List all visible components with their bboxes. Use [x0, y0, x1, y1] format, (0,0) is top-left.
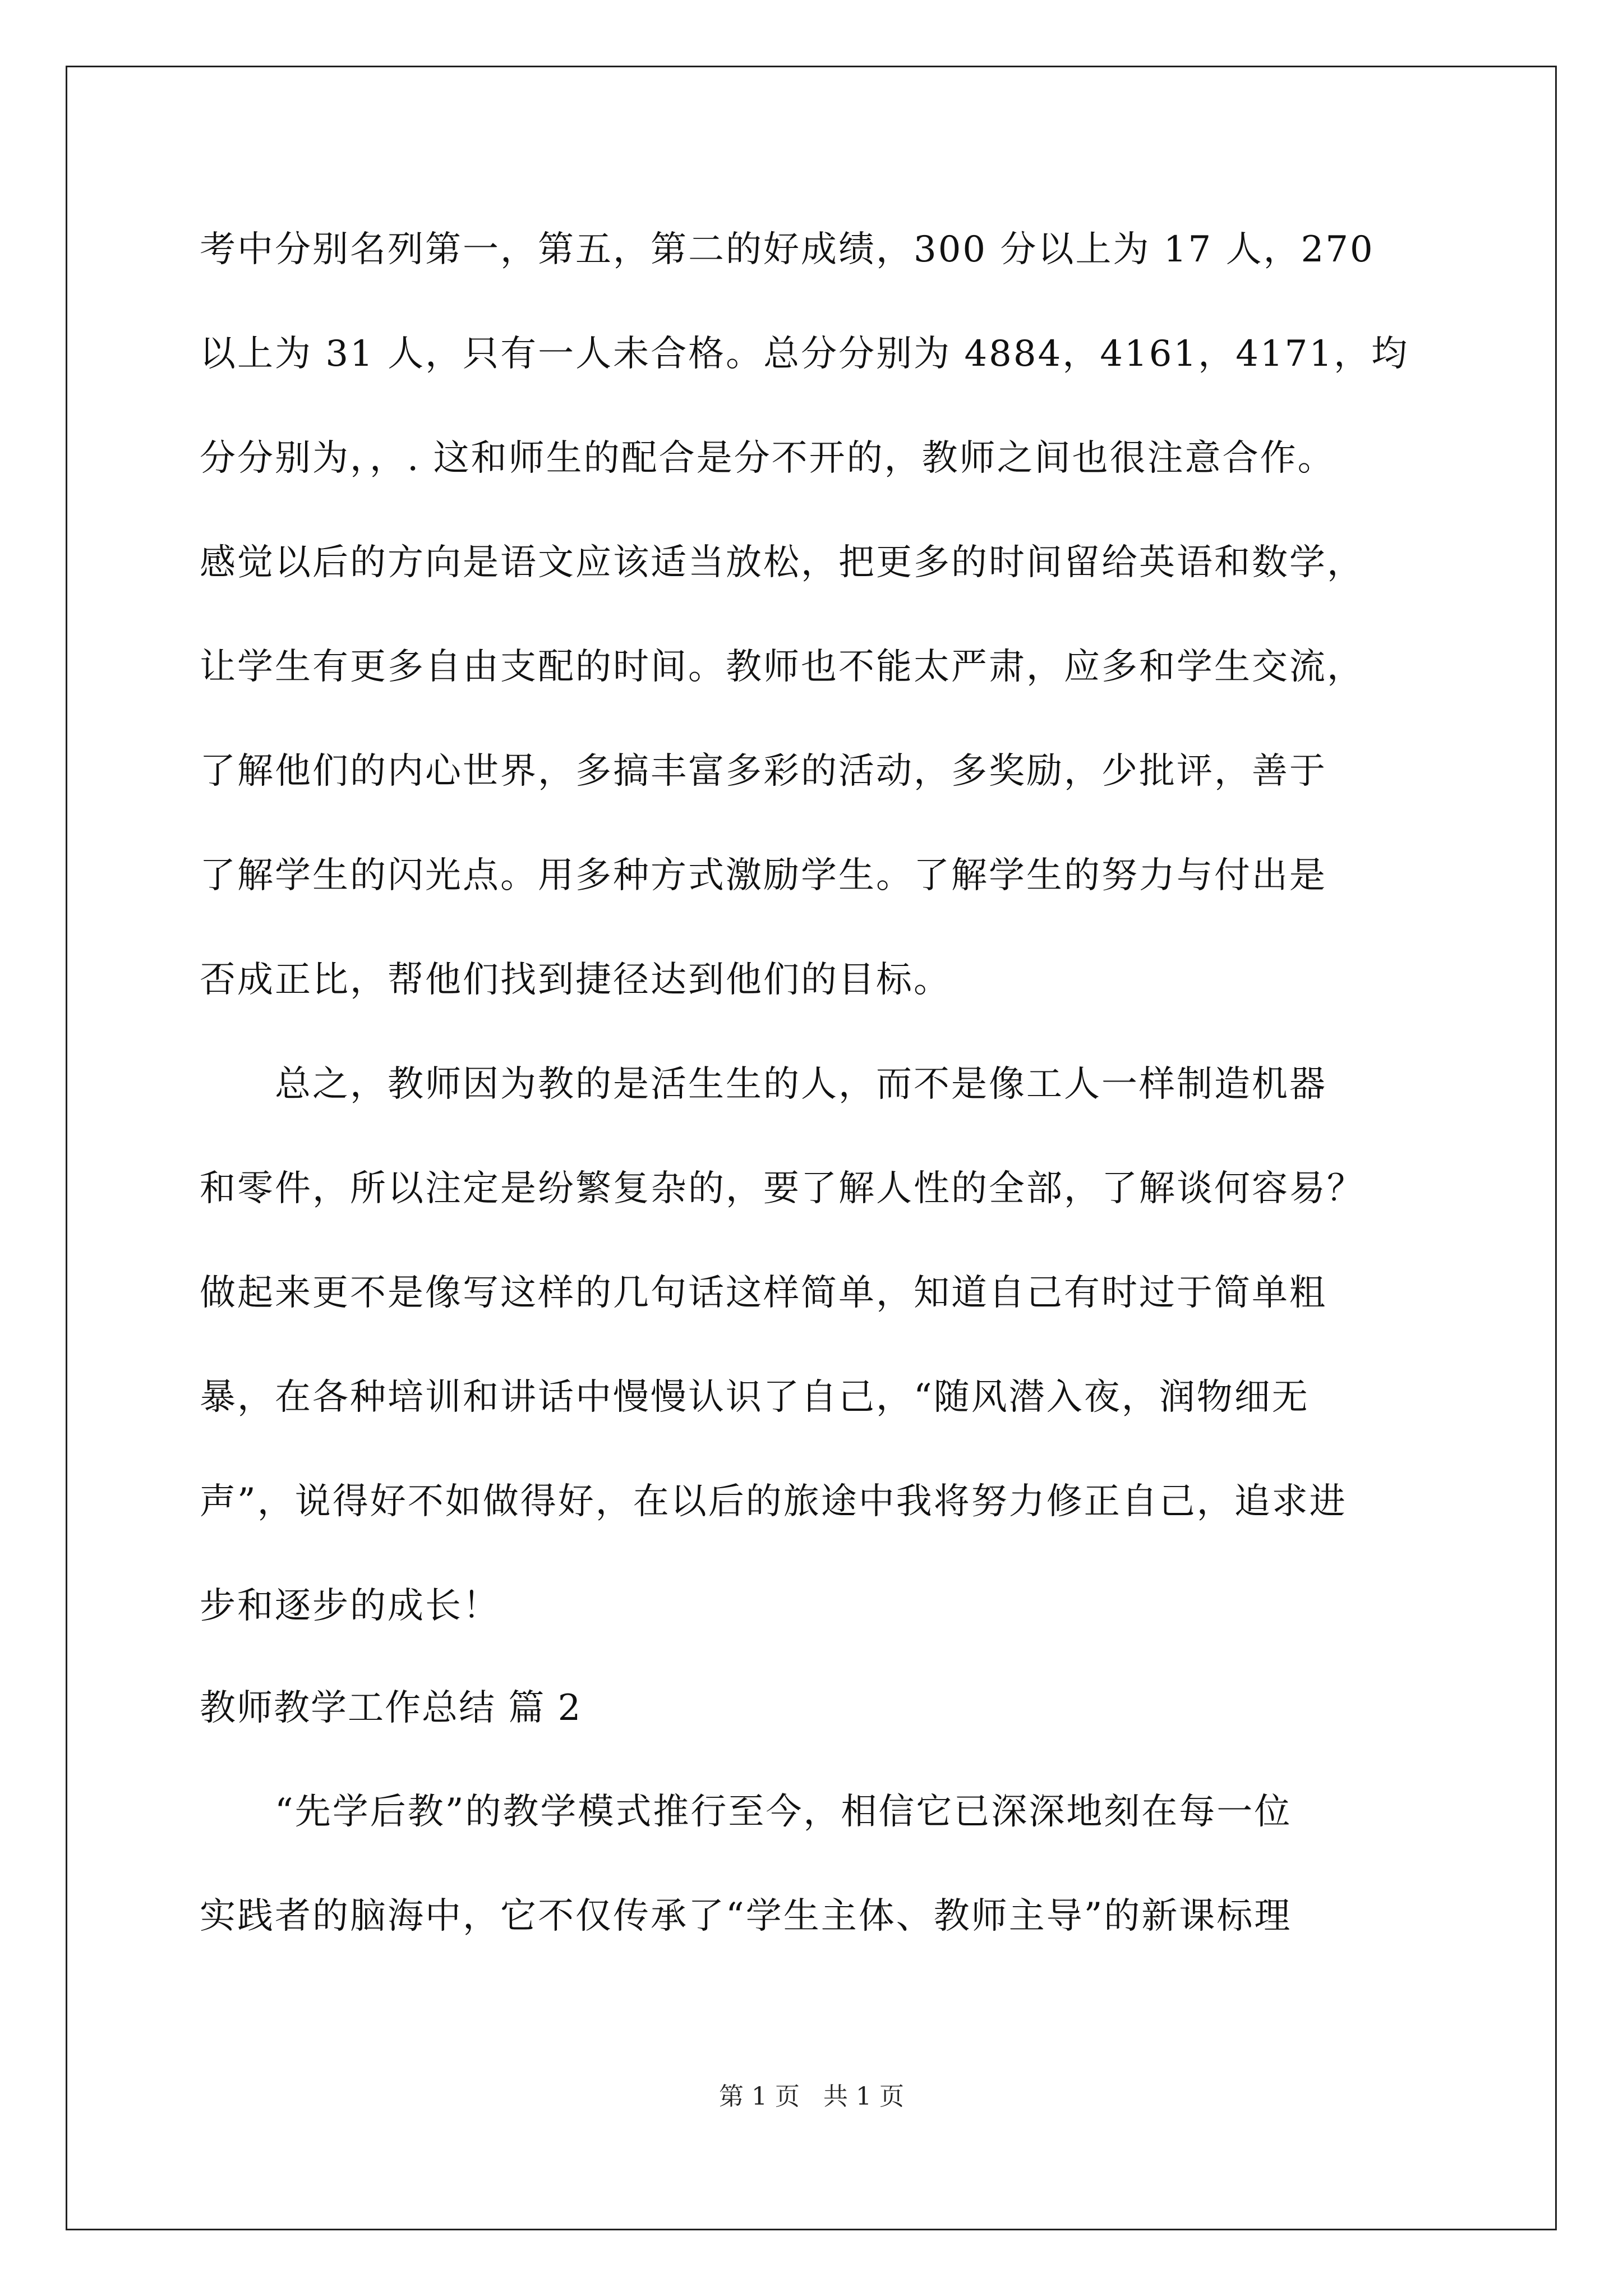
- paragraph-line: 做起来更不是像写这样的几句话这样简单，知道自己有时过于简单粗: [200, 1272, 1327, 1314]
- paragraph-line: 分分别为，，. 这和师生的配合是分不开的，教师之间也很注意合作。: [200, 438, 1335, 479]
- paragraph-line: 步和逐步的成长！: [200, 1585, 500, 1627]
- paragraph-line: 和零件，所以注定是纷繁复杂的，要了解人性的全部，了解谈何容易？: [200, 1168, 1364, 1209]
- paragraph-line: 了解他们的内心世界，多搞丰富多彩的活动，多奖励，少批评，善于: [200, 751, 1327, 792]
- paragraph-line: 暴，在各种培训和讲话中慢慢认识了自己，“随风潜入夜，润物细无: [200, 1377, 1310, 1418]
- section-heading: 教师教学工作总结 篇 2: [200, 1687, 582, 1729]
- paragraph-line: 否成正比，帮他们找到捷径达到他们的目标。: [200, 959, 951, 1001]
- paragraph-line: 总之，教师因为教的是活生生的人，而不是像工人一样制造机器: [275, 1064, 1327, 1105]
- paragraph-line: 声”，说得好不如做得好，在以后的旅途中我将努力修正自己，追求进: [200, 1481, 1347, 1522]
- paragraph-line: 感觉以后的方向是语文应该适当放松，把更多的时间留给英语和数学，: [200, 542, 1364, 583]
- paragraph-line: 以上为 31 人，只有一人未合格。总分分别为 4884，4161，4171，均: [200, 333, 1409, 375]
- page-number-footer: 第 1 页 共 1 页: [719, 2082, 904, 2111]
- paragraph-line: 让学生有更多自由支配的时间。教师也不能太严肃，应多和学生交流，: [200, 646, 1364, 688]
- paragraph-line: 了解学生的闪光点。用多种方式激励学生。了解学生的努力与付出是: [200, 855, 1327, 896]
- paragraph-line: “先学后教”的教学模式推行至今，相信它已深深地刻在每一位: [275, 1791, 1292, 1833]
- paragraph-line: 实践者的脑海中，它不仅传承了“学生主体、教师主导”的新课标理: [200, 1895, 1292, 1937]
- paragraph-line: 考中分别名列第一，第五，第二的好成绩，300 分以上为 17 人，270: [200, 229, 1375, 270]
